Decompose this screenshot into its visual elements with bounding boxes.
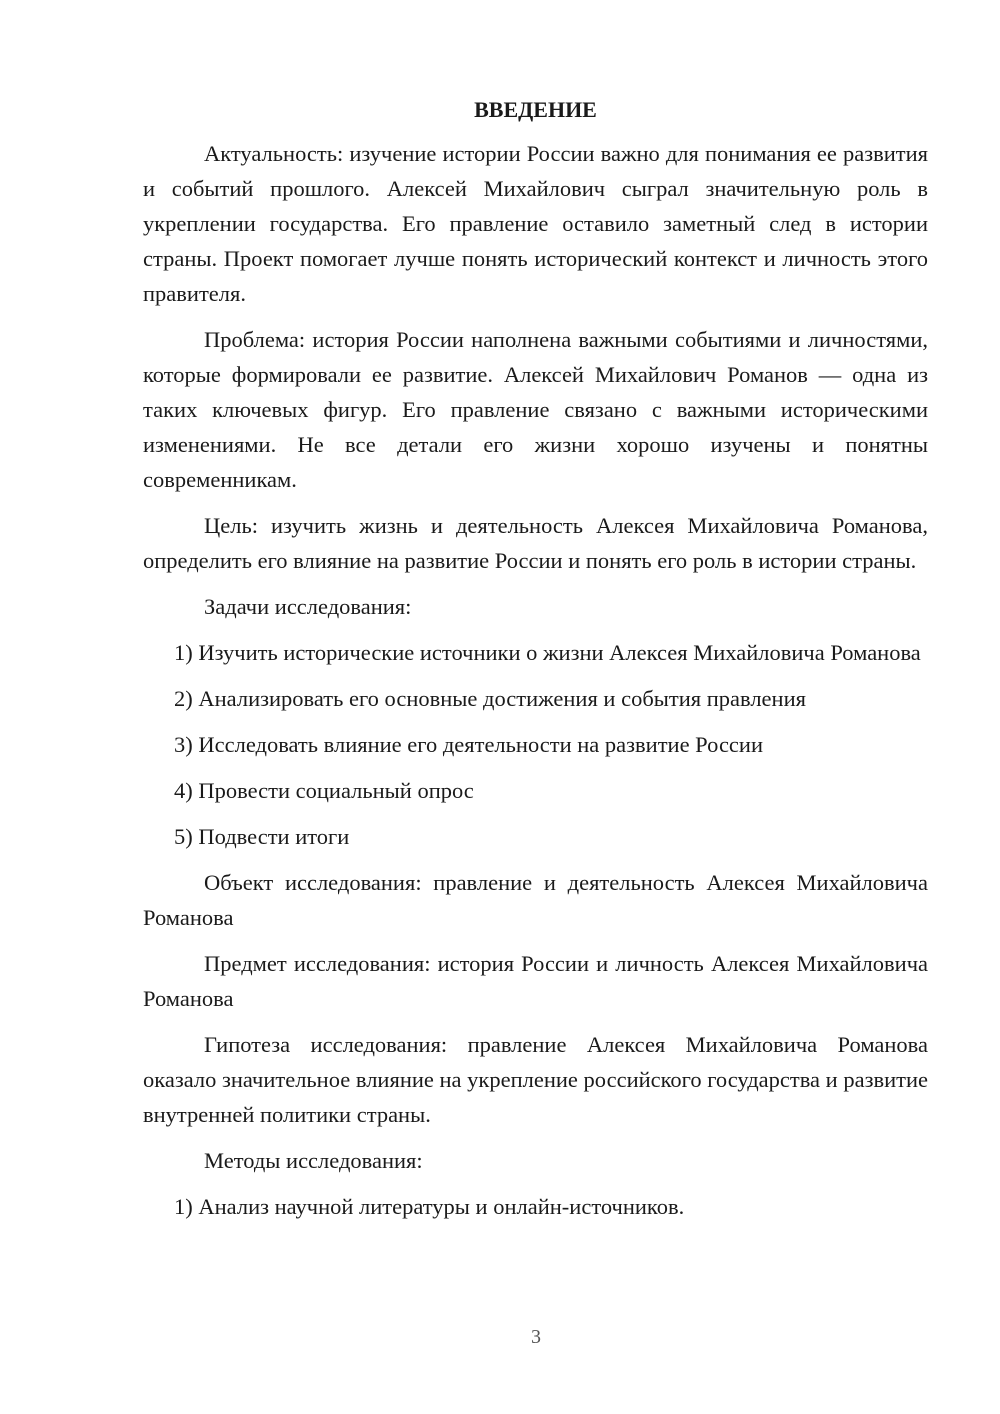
page-number: 3 [531,1326,541,1348]
method-item: 1) Анализ научной литературы и онлайн-источников. [174,1194,685,1219]
problem-paragraph: Проблема: история России наполнена важными событиями и личностями, которые формировали ее развитие. Алексей Михайлович Романов — одна из таких ключевых фигур. Его правление связано с важными историческими изменениями. Не все детали его жизни хорошо изучены и понятны современникам. [143,327,928,492]
hypothesis-paragraph: Гипотеза исследования: правление Алексея Михайловича Романова оказало значительное влияние на укрепление российского государства и развитие внутренней политики страны. [143,1032,928,1127]
task-item: 3) Исследовать влияние его деятельности на развитие России [174,732,763,757]
goal-paragraph: Цель: изучить жизнь и деятельность Алексея Михайловича Романова, определить его влияние на развитие России и понять его роль в истории страны. [143,513,928,573]
tasks-heading: Задачи исследования: [204,594,412,619]
methods-heading: Методы исследования: [204,1148,423,1173]
object-paragraph: Объект исследования: правление и деятельность Алексея Михайловича Романова [143,870,928,930]
task-item: 1) Изучить исторические источники о жизни Алексея Михайловича Романова [174,640,921,665]
section-title: ВВЕДЕНИЕ [474,97,597,122]
task-item: 2) Анализировать его основные достижения и события правления [174,686,806,711]
subject-paragraph: Предмет исследования: история России и личность Алексея Михайловича Романова [143,951,928,1011]
document-body [143,92,928,1235]
relevance-paragraph: Актуальность: изучение истории России важно для понимания ее развития и событий прошлого. Алексей Михайлович сыграл значительную роль в укреплении государства. Его правление оставило заметный след в истории страны. Проект помогает лучше понять исторический контекст и личность этого правителя. [143,141,928,306]
task-item: 5) Подвести итоги [174,824,350,849]
task-item: 4) Провести социальный опрос [174,778,474,803]
